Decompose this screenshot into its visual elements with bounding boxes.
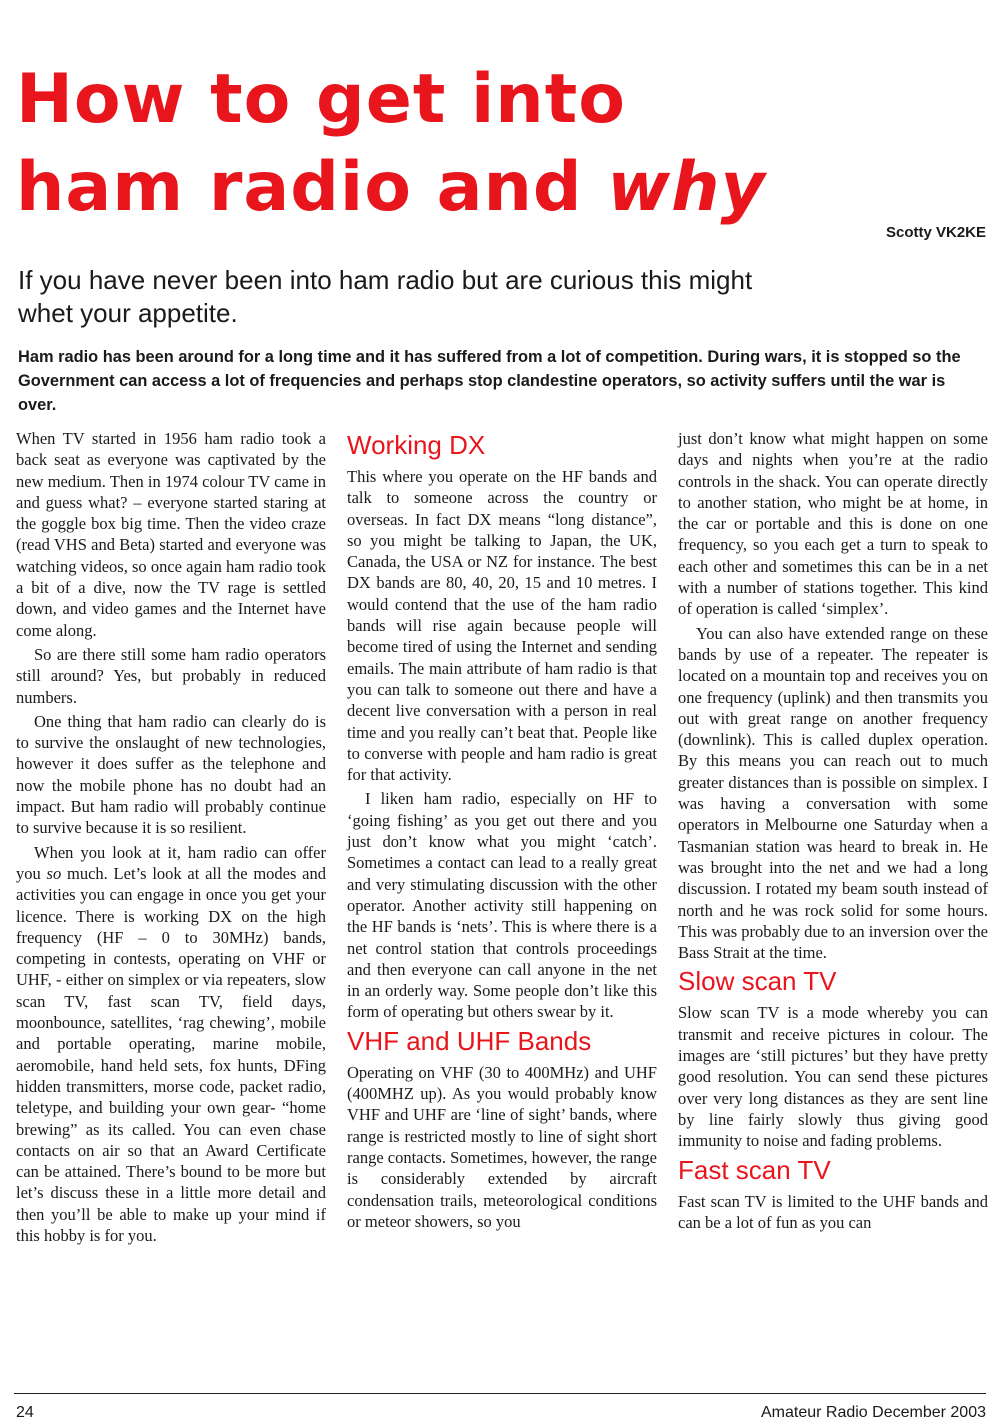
author-byline: Scotty VK2KE	[885, 224, 986, 241]
column-3	[678, 428, 988, 1236]
paragraph-text: much. Let’s look at all the modes and activities you can engage in once you get your licence. There is working DX on the high frequency (HF – 0 to 30MHz) bands, competing in contests, operating on VHF or UHF, - either on simplex or via repeaters, slow scan TV, fast scan TV, field days, moonbounce, satellites, ‘rag chewing’, mobile and portable operating, marine mobile, aeromobile, hand held sets, fox hunts, DFing hidden transmitters, morse code, packet radio, teletype, and building your own gear- “home brewing” as its called. You can even chase contacts on air so that an Award Certificate can be attained. There’s bound to be more but let’s discuss these in a little more detail and then you’ll be able to make up your mind if this hobby is for you.	[16, 863, 326, 1245]
lead-paragraph: Ham radio has been around for a long time and it has suffered from a lot of competition. During wars, it is stopped so the Government can access a lot of frequencies and perhaps stop clandestine operators, so activity suffers until the war is over.	[18, 348, 961, 414]
paragraph: I liken ham radio, especially on HF to ‘going fishing’ as you get out there and you just don’t know what you might ‘catch’. Sometimes a contact can lead to a really great and very stimulating discussion with the other operator. Another activity still happening on the HF bands is ‘nets’. This is where there is a net control station that controls proceedings and then everyone can call anyone in the net in an orderly way. Some people don’t like this form of operating but others swear by it.	[347, 789, 657, 1022]
paragraph-text: When you look at it, ham radio can offer you	[16, 842, 326, 883]
paragraph: You can also have extended range on these bands by use of a repeater. The repeater is located on a mountain top and receives you on one frequency (uplink) and then transmits you out with great range on another frequency (downlink). This is called duplex operation. By this means you can reach out to much greater distances than is possible on simplex. I was having a conversation with some operators in Melbourne one Saturday when a Tasmanian station was heard to break in. He was brought into the net and we had a long discussion. I rotated my beam south instead of north and he was rock solid for some hours. This was probably due to an inversion over the Bass Strait at the time.	[678, 623, 988, 963]
title-line-1: How to get into	[16, 60, 626, 139]
title-emphasis: why	[607, 148, 766, 227]
section-heading-working-dx: Working DX	[347, 430, 486, 460]
paragraph: Fast scan TV is limited to the UHF bands and can be a lot of fun as you can	[678, 1191, 988, 1232]
column-1	[16, 428, 326, 1249]
paragraph: One thing that ham radio can clearly do is to survive the onslaught of new technologies, however it does suffer as the telephone and now the mobile phone has no doubt had an impact. But ham radio will probably continue to survive because it is so resilient.	[16, 711, 326, 838]
paragraph: When TV started in 1956 ham radio took a back seat as everyone was captivated by the new medium. Then in 1974 colour TV came in and guess what? – everyone started staring at the goggle box big time. Then the video craze (read VHS and Beta) started and everyone was watching videos, so once again ham radio took a bit of a dive, now the TV rage is settled down, and video games and the Internet have come along.	[16, 429, 326, 640]
page-number: 24	[16, 1404, 34, 1421]
paragraph: just don’t know what might happen on some days and nights when you’re at the radio controls in the shack. You can operate directly to another station, who might be at home, in the car or portable and this is done on one frequency, so you each get a turn to speak to each other and sometimes this can be in a net with a number of stations together. This kind of operation is called ‘simplex’.	[678, 429, 988, 619]
emphasis-word: so	[46, 863, 62, 883]
footer-rule	[14, 1393, 986, 1394]
paragraph: So are there still some ham radio operators still around? Yes, but probably in reduced numbers.	[16, 644, 326, 707]
standfirst: If you have never been into ham radio but are curious this might whet your appetite.	[18, 265, 753, 328]
section-heading-slow-scan-tv: Slow scan TV	[678, 966, 837, 997]
publication-footer: Amateur Radio December 2003	[760, 1404, 986, 1421]
paragraph: Operating on VHF (30 to 400MHz) and UHF (400MHZ up). As you would probably know VHF and UHF are ‘line of sight’ bands, where range is restricted mostly to line of sight short range contacts. Sometimes, however, the range is considerably extended by aircraft condensation trails, meteorological conditions or meteor showers, so you	[347, 1062, 657, 1231]
section-heading-vhf-uhf: VHF and UHF Bands	[347, 1025, 592, 1056]
paragraph: This where you operate on the HF bands and talk to someone across the country or overseas. In fact DX means “long distance”, so you might be talking to Japan, the UK, Canada, the USA or NZ for instance. The best DX bands are 80, 40, 20, 15 and 10 metres. I would contend that the use of the ham radio bands will rise again because people will become tired of using the Internet and sending emails. The main attribute of ham radio is that you can talk to someone out there and have a decent live conversation with a person in real time and you really can’t beat that. People like to converse with people and ham radio is great for that activity.	[347, 467, 657, 785]
paragraph: Slow scan TV is a mode whereby you can transmit and receive pictures in colour. The images are ‘still pictures’ but they have pretty good resolution. You can send these pictures over very long distances as they are sent line by line fairly slowly thus giving good immunity to noise and fading problems.	[678, 1003, 988, 1151]
column-2	[347, 428, 657, 1235]
title-line-2: ham radio and	[16, 148, 583, 227]
section-heading-fast-scan-tv: Fast scan TV	[678, 1154, 831, 1185]
article-title	[16, 56, 766, 232]
paragraph	[16, 842, 326, 1247]
